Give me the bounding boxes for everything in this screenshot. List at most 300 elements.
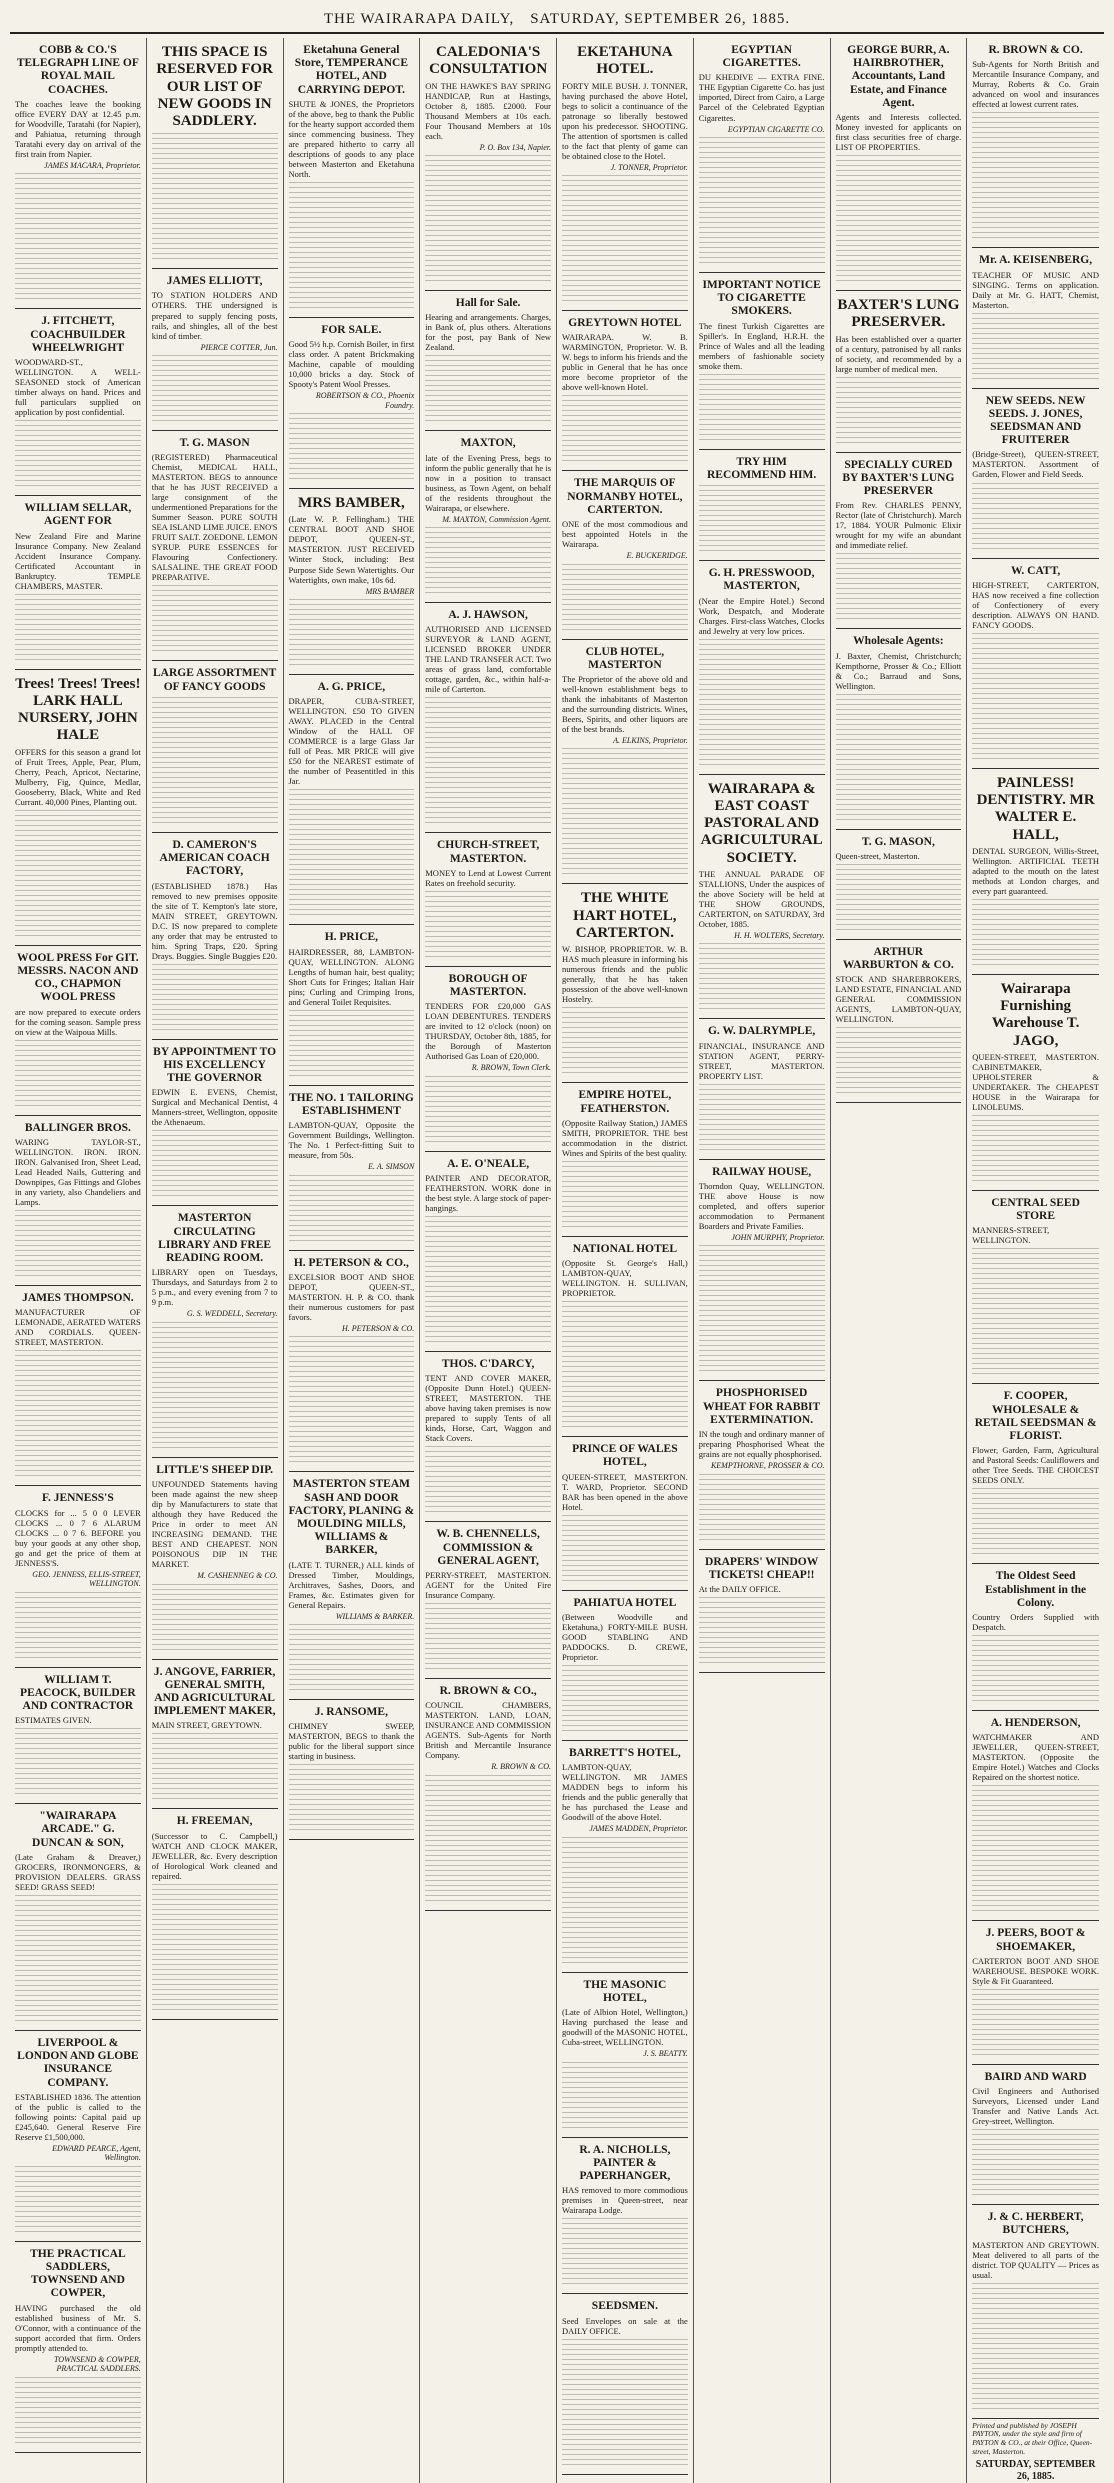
advertisement <box>15 1804 141 2031</box>
advertisement <box>152 1040 278 1207</box>
ad-fine-print <box>15 1728 141 1798</box>
ad-heading: PAHIATUA HOTEL <box>573 1596 677 1609</box>
ad-fine-print <box>972 633 1099 763</box>
advertisement <box>972 559 1099 769</box>
ad-body: (REGISTERED) Pharmaceutical Chemist, MEDICAL HALL, MASTERTON. BEGS to announce that he has JUST RECEIVED a large consignment of the undermentioned Preparations for the Summer Season. PURE SOUTH SEA ISLAND LIME JUICE. ENO'S FRUIT SALT. ZOEDONE. LEMON SYRUP. PURE ESSENCES for Flavouring Confectionery. SALSALINE. THE GREAT FOOD PREPARATIVE. <box>151 452 278 583</box>
ad-fine-print <box>289 1010 415 1080</box>
ad-heading: THE NO. 1 TAILORING ESTABLISHMENT <box>288 1091 414 1117</box>
ad-heading: Wairarapa Furnishing Warehouse T. JAGO, <box>991 980 1080 1049</box>
ad-body: SHUTE & JONES, the Proprietors of the above, beg to thank the Public for the hearty support accorded them since commencing business. They are prepared hitherto to carry all descriptions of goods to any place between Masterton and Eketahuna North. <box>288 98 415 179</box>
ad-body: CHIMNEY SWEEP, MASTERTON, BEGS to thank the public for the liberal support since starting in business. <box>288 1721 415 1762</box>
ad-heading: Trees! Trees! Trees! LARK HALL NURSERY, JOHN HALE <box>15 675 141 744</box>
ad-heading: CLUB HOTEL, MASTERTON <box>585 645 665 671</box>
ad-body: LAMBTON-QUAY, WELLINGTON. MR JAMES MADDEN begs to inform his friends and the public generally that he has purchased the Lease and Goodwill of the above Hotel. <box>562 1762 688 1823</box>
ad-signature: A. ELKINS, Proprietor. <box>613 736 688 746</box>
ad-body: W. BISHOP, PROPRIETOR. W. B. HAS much pleasure in informing his numerous friends and the public generally, that he has taken possession of the above well-known Hostelry. <box>562 944 688 1005</box>
ad-fine-print <box>562 175 688 305</box>
ad-signature: EDWARD PEARCE, Agent, Wellington. <box>52 2143 141 2163</box>
ad-body: From Rev. CHARLES PENNY, Rector (late of Christchurch). March 17, 1884. YOUR Pulmonic Elixir wrought for my wife an abundant and immediate relief. <box>835 500 962 551</box>
advertisement <box>562 1437 688 1591</box>
column-2 <box>147 38 284 2483</box>
ad-heading: DRAPERS' WINDOW TICKETS! CHEAP!! <box>705 1555 819 1581</box>
ad-fine-print <box>15 810 141 940</box>
advertisement <box>972 769 1099 975</box>
ad-fine-print <box>699 1245 825 1375</box>
ad-fine-print <box>425 1216 551 1346</box>
ad-body: (Opposite Railway Station,) JAMES SMITH, PROPRIETOR. THE best accommodation in the district. Wines and Spirits of the best quality. <box>562 1117 688 1158</box>
ad-body: QUEEN-STREET, MASTERTON. T. WARD, Proprietor. SECOND BAR has been opened in the above Hotel. <box>562 1471 688 1512</box>
ad-heading: Eketahuna General Store, TEMPERANCE HOTEL, AND CARRYING DEPOT. <box>294 44 409 96</box>
ad-fine-print <box>699 639 825 769</box>
ad-heading: PHOSPHORISED WHEAT FOR RABBIT EXTERMINATION. <box>703 1387 821 1426</box>
ad-heading: The Oldest Seed Establishment in the Colony. <box>985 1570 1087 1609</box>
ad-body: IN the tough and ordinary manner of preparing Phosphorised Wheat the grains are not equally phosphorised. <box>698 1429 825 1460</box>
ad-signature: R. BROWN, Town Clerk. <box>471 1063 551 1073</box>
ad-heading: Mr. A. KEISENBERG, <box>979 254 1093 267</box>
ad-body: Hearing and arrangements. Charges, in Bank of, plus others. Alterations for the post, pay Bank of New Zealand. <box>425 312 551 353</box>
ad-heading: SPECIALLY CURED BY BAXTER'S LUNG PRESERVER <box>842 458 955 498</box>
advertisement <box>289 1251 415 1473</box>
ad-body: are now prepared to execute orders for the coming season. Sample press on view at the Waipoua Mills. <box>15 1006 141 1037</box>
advertisement <box>836 629 962 829</box>
advertisement <box>562 1591 688 1741</box>
advertisement <box>289 675 415 925</box>
ad-fine-print <box>152 1130 278 1200</box>
ad-fine-print <box>836 864 962 934</box>
advertisement <box>699 561 825 775</box>
advertisement <box>836 830 962 940</box>
imprint: Printed and published by JOSEPH PAYTON, under the style and firm of PAYTON & CO., at their Office, Queen-street, Masterton. <box>972 2420 1093 2457</box>
ad-fine-print <box>562 1301 688 1431</box>
advertisement <box>15 1286 141 1486</box>
ad-body: (Opposite St. George's Hall,) LAMBTON-QUAY, WELLINGTON. H. SULLIVAN, PROPRIETOR. <box>562 1258 688 1299</box>
ad-fine-print <box>972 1488 1099 1558</box>
advertisement <box>152 269 278 431</box>
ad-heading: R. BROWN & CO., <box>439 1685 537 1698</box>
ad-heading: LIVERPOOL & LONDON AND GLOBE INSURANCE COMPANY. <box>17 2036 139 2089</box>
ad-fine-print <box>972 2129 1099 2199</box>
ad-fine-print <box>152 1733 278 1803</box>
advertisement <box>15 309 141 496</box>
ad-fine-print <box>836 377 962 447</box>
advertisement <box>972 2065 1099 2205</box>
ad-heading: CHURCH-STREET, MASTERTON. <box>436 839 540 865</box>
ad-body: DRAPER, CUBA-STREET, WELLINGTON. £50 TO GIVEN AWAY. PLACED in the Central Window of the HALL OF COMMERCE is a large Glass Jar full of Peas. MR PRICE will give £50 for the NEAREST estimate of the number of Peasentitled in this Jar. <box>288 696 415 787</box>
ad-fine-print <box>972 899 1099 969</box>
advertisement <box>562 640 688 885</box>
advertisement <box>152 1458 278 1660</box>
ad-body: HIGH-STREET, CARTERTON, HAS now received a fine collection of Confectionery of every description. ALWAYS ON HAND. FANCY GOODS. <box>972 579 1099 630</box>
advertisement <box>562 1973 688 2138</box>
ad-fine-print <box>152 355 278 425</box>
ad-fine-print <box>972 1785 1099 1915</box>
ad-heading: G. H. PRESSWOOD, MASTERTON, <box>708 567 815 593</box>
ad-fine-print <box>972 313 1099 383</box>
ad-fine-print <box>289 182 415 312</box>
ad-fine-print <box>562 1161 688 1231</box>
ad-fine-print <box>289 413 415 483</box>
ad-signature: P. O. Box 134, Napier. <box>479 142 551 152</box>
ad-fine-print <box>699 943 825 1013</box>
ad-heading: THE MARQUIS OF NORMANBY HOTEL, CARTERTON. <box>567 477 683 516</box>
advertisement <box>15 38 141 309</box>
ad-body: PERRY-STREET, MASTERTON. AGENT for the United Fire Insurance Company. <box>425 1570 551 1601</box>
advertisement <box>972 1191 1099 1384</box>
advertisement <box>425 603 551 833</box>
ad-fine-print <box>152 1884 278 2014</box>
advertisement <box>152 1809 278 2019</box>
column-5 <box>557 38 694 2483</box>
ad-body: The coaches leave the booking office EVERY DAY at 12.45 p.m. for Woodville, Taratahi (for Napier), and Pahiatua, returning through Taratahi every day on arrival of the first train from Napier. <box>15 98 141 159</box>
ad-body: J. Baxter, Chemist, Christchurch; Kempthorne, Prosser & Co.; Elliott & Co.; Barraud and Sons, Wellington. <box>835 650 962 691</box>
ad-heading: RAILWAY HOUSE, <box>712 1165 812 1178</box>
ad-fine-print <box>289 1175 415 1245</box>
ad-signature: H. PETERSON & CO. <box>342 1323 415 1333</box>
ad-body: (Between Woodville and Eketahuna,) FORTY-MILE BUSH. GOOD STABLING AND PADDOCKS. D. CREWE, Proprietor. <box>562 1611 688 1662</box>
ad-fine-print <box>152 1584 278 1654</box>
ad-body: Good 5½ h.p. Cornish Boiler, in first class order. A patent Brickmaking Machine, capable of moulding 10,000 bricks a day. Stock of Spooty's Patent Wool Presses. <box>288 339 415 390</box>
ad-heading: ARTHUR WARBURTON & CO. <box>842 945 954 972</box>
ad-heading: F. JENNESS'S <box>41 1492 114 1505</box>
ad-heading: WOOL PRESS For GIT. MESSRS. NACON AND CO., CHAPMON WOOL PRESS <box>17 951 139 1004</box>
advertisement <box>425 38 551 291</box>
ad-body: (LATE T. TURNER,) ALL kinds of Dressed Timber, Mouldings, Architraves, Sashes, Doors, and Frames, &c. Estimates given for General Repairs. <box>288 1559 415 1610</box>
ad-signature: PIERCE COTTER, Jun. <box>200 342 278 352</box>
ad-body: TEACHER OF MUSIC AND SINGING. Terms on application. Daily at Mr. G. HATT, Chemist, Masterton. <box>972 269 1099 310</box>
ad-fine-print <box>836 1027 962 1097</box>
ad-fine-print <box>425 1076 551 1146</box>
ad-heading: LARGE ASSORTMENT OF FANCY GOODS <box>153 667 277 693</box>
ad-fine-print <box>972 1989 1099 2059</box>
ad-fine-print <box>425 891 551 961</box>
advertisement <box>562 1237 688 1437</box>
ad-fine-print <box>425 697 551 827</box>
ad-fine-print <box>972 1248 1099 1378</box>
ad-body: CARTERTON BOOT AND SHOE WAREHOUSE. BESPOKE WORK. Style & Fit Guaranteed. <box>972 1955 1099 1986</box>
ad-fine-print <box>289 789 415 919</box>
ad-body: The finest Turkish Cigarettes are Spiller's. In England, H.R.H. the Prince of Wales and all the leading members of fashionable society smoke them. <box>698 320 825 371</box>
advertisement <box>699 450 825 561</box>
ad-heading: Wholesale Agents: <box>853 635 944 648</box>
advertisement <box>836 38 962 291</box>
ad-fine-print <box>289 599 415 669</box>
ad-heading: PRINCE OF WALES HOTEL, <box>572 1443 678 1469</box>
ad-signature: E. BUCKERIDGE. <box>626 551 688 561</box>
ad-fine-print <box>425 155 551 285</box>
ad-heading: GEORGE BURR, A. HAIRBROTHER, Accountants, Land Estate, and Finance Agent. <box>847 44 950 109</box>
ad-body: WATCHMAKER AND JEWELLER, QUEEN-STREET, MASTERTON. (Opposite the Empire Hotel.) Watches and Clocks Repaired on the shortest notice. <box>972 1732 1099 1783</box>
footer-date: SATURDAY, SEPTEMBER 26, 1885. <box>975 2459 1096 2482</box>
advertisement <box>289 1086 415 1251</box>
advertisement <box>15 496 141 670</box>
advertisement <box>972 1711 1099 1921</box>
ad-fine-print <box>15 594 141 664</box>
ad-heading: WILLIAM T. PEACOCK, BUILDER AND CONTRACTOR <box>20 1673 136 1712</box>
ad-body: Country Orders Supplied with Despatch. <box>972 1612 1099 1633</box>
ad-fine-print <box>289 1624 415 1694</box>
ad-body: LIBRARY open on Tuesdays, Thursdays, and Saturdays from 2 to 5 p.m., and every evening from 7 to 9 p.m. <box>151 1267 278 1308</box>
ad-signature: H. H. WOLTERS, Secretary. <box>734 930 825 940</box>
advertisement <box>972 38 1099 248</box>
ad-heading: J. PEERS, BOOT & SHOEMAKER, <box>985 1927 1086 1953</box>
advertisement <box>15 1116 141 1286</box>
ad-body: Thorndon Quay, WELLINGTON. THE above House is now completed, and offers superior accommodation to Permanent Boarders and Private Families. <box>698 1180 825 1231</box>
advertisement <box>425 1152 551 1352</box>
ad-body: MONEY to Lend at Lowest Current Rates on freehold security. <box>425 867 551 888</box>
ad-body: TENT AND COVER MAKER, (Opposite Dunn Hotel.) QUEEN-STREET, MASTERTON. THE above having taken premises is now prepared to supply Tents of all kinds, Horse, Cart, Waggon and Stack Covers. <box>425 1373 551 1444</box>
ad-body: ONE of the most commodious and best appointed Hotels in the Wairarapa. <box>562 519 688 550</box>
ad-body: ESTIMATES GIVEN. <box>15 1715 92 1726</box>
column-6 <box>694 38 831 2483</box>
ad-body: CLOCKS for ... 5 0 0 LEVER CLOCKS ... 0 7 6 ALARUM CLOCKS ... 0 7 6. BEFORE you buy your goods at any other shop, go and get the price of them at JENNESS'S. <box>15 1507 141 1568</box>
ad-body: At the DAILY OFFICE. <box>698 1584 781 1594</box>
ad-heading: R. A. NICHOLLS, PAINTER & PAPERHANGER, <box>579 2143 671 2183</box>
ad-body: COUNCIL CHAMBERS, MASTERTON. LAND, LOAN, INSURANCE AND COMMISSION AGENTS. Sub-Agents for North British and Mercantile Insurance Company. <box>425 1700 551 1761</box>
ad-body: (ESTABLISHED 1878.) Has removed to new premises opposite the site of T. Kempton's late store, MAIN STREET, GREYTOWN. D.C. IS now prepared to complete any order that may be entrusted to him. Spring Traps, £20. Spring Drays. Buggies. Single Buggies £20. <box>151 880 278 961</box>
advertisement <box>972 248 1099 388</box>
column-4 <box>420 38 557 2483</box>
ad-signature: R. BROWN & CO. <box>491 1762 551 1772</box>
advertisement <box>972 1564 1099 1711</box>
advertisement <box>152 661 278 832</box>
ad-heading: GREYTOWN HOTEL <box>568 317 682 330</box>
ad-signature: TOWNSEND & COWPER, PRACTICAL SADDLERS. <box>54 2354 141 2374</box>
ad-heading: PAINLESS! DENTISTRY. MR WALTER E. HALL, <box>976 774 1095 843</box>
ad-fine-print <box>289 1336 415 1466</box>
ad-fine-print <box>972 483 1099 553</box>
masthead-date: SATURDAY, SEPTEMBER 26, 1885. <box>530 10 791 27</box>
ad-heading: THOS. C'DARCY, <box>441 1358 535 1371</box>
ad-body: DU KHEDIVE — EXTRA FINE. THE Egyptian Cigarette Co. has just imported, Direct from Cairo, a Large Parcel of the Celebrated Egyptian Cigarettes. <box>698 72 825 123</box>
ad-fine-print <box>152 585 278 655</box>
ad-heading: THE MASONIC HOTEL, <box>583 1978 667 2004</box>
ad-heading: MASTERTON CIRCULATING LIBRARY AND FREE READING ROOM. <box>158 1212 272 1264</box>
advertisement <box>562 311 688 471</box>
advertisement <box>699 1550 825 1673</box>
ad-fine-print <box>15 1895 141 2025</box>
ad-heading: COBB & CO.'S TELEGRAPH LINE OF ROYAL MAIL COACHES. <box>16 44 139 96</box>
ad-fine-print <box>699 1597 825 1667</box>
ad-fine-print <box>699 485 825 555</box>
ad-body: Civil Engineers and Authorised Surveyors, Licensed under Land Transfer and Native Lands Act. Grey-street, Wellington. <box>972 2086 1099 2127</box>
ad-body: PAINTER AND DECORATOR, FEATHERSTON. WORK done in the best style. A large stock of paper-hangings. <box>425 1173 551 1214</box>
advertisement <box>562 38 688 311</box>
ad-body: New Zealand Fire and Marine Insurance Company. New Zealand Accident Insurance Company. Certificated Accountant in Bankruptcy. TEMPLE CHAMBERS, MASTER. <box>15 530 141 591</box>
ad-heading: THIS SPACE IS RESERVED FOR OUR LIST OF NEW GOODS IN SADDLERY. <box>156 44 273 129</box>
ad-body: UNFOUNDED Statements having been made against the new sheep dip by Manufacturers to state that although they have Reduced the Price in order to meet AN INCREASING DEMAND. THE BEST AND CHEAPEST. NON POISONOUS DIP IN THE MARKET. <box>151 1478 278 1570</box>
ad-fine-print <box>562 2062 688 2132</box>
ad-body: OFFERS for this season a grand lot of Fruit Trees, Apple, Pear, Plum, Cherry, Peach, Apricot, Nectarine, Mulberry, Fig, Quince, Medlar, Gooseberry, Black, White and Red Currant. 40,000 Pines, Planting out. <box>15 746 141 807</box>
ad-body: STOCK AND SHAREBROKERS, LAND ESTATE, FINANCIAL AND GENERAL COMMISSION AGENTS, LAMBTON-QUAY, WELLINGTON. <box>835 974 962 1025</box>
ad-body: EXCELSIOR BOOT AND SHOE DEPOT, QUEEN-ST., MASTERTON. H. P. & CO. thank their numerous customers for past favors. <box>288 1271 415 1322</box>
column-3 <box>284 38 421 2483</box>
ad-heading: BAIRD AND WARD <box>984 2070 1087 2083</box>
advertisement <box>562 884 688 1083</box>
ad-body: EDWIN E. EVENS, Chemist, Surgical and Mechanical Dentist, 4 Manners-street, Wellington, opposite the Athenaeum. <box>151 1087 278 1128</box>
ad-heading: J. & C. HERBERT, BUTCHERS, <box>987 2211 1084 2237</box>
advertisement <box>425 431 551 603</box>
advertisement <box>562 2294 688 2474</box>
ad-fine-print <box>562 1665 688 1735</box>
masthead-title: THE WAIRARAPA DAILY, <box>323 10 515 27</box>
ad-heading: LITTLE'S SHEEP DIP. <box>156 1463 274 1476</box>
ad-fine-print <box>562 1007 688 1077</box>
ad-fine-print <box>562 395 688 465</box>
ad-heading: EKETAHUNA HOTEL. <box>577 44 673 78</box>
advertisement <box>562 1083 688 1237</box>
advertisement <box>562 2138 688 2295</box>
column-7 <box>831 38 968 2483</box>
ad-heading: CALEDONIA'S CONSULTATION <box>429 44 548 78</box>
ad-signature: WILLIAMS & BARKER. <box>335 1611 415 1621</box>
columns <box>10 38 1104 2482</box>
ad-fine-print <box>152 133 278 263</box>
ad-signature: JOHN MURPHY, Proprietor. <box>731 1232 825 1242</box>
advertisement <box>15 2031 141 2242</box>
ad-body: WARING TAYLOR-ST., WELLINGTON. IRON. IRON. IRON. Galvanised Iron, Sheet Lead, Lead Headed Nails, Guttering and Downpipes, Gas Fittings and Globes in any variety, also Chandeliers and Lamps. <box>15 1136 141 1208</box>
ad-heading: W. CATT, <box>1010 564 1061 577</box>
ad-body: FINANCIAL, INSURANCE AND STATION AGENT, PERRY-STREET, MASTERTON. PROPERTY LIST. <box>698 1040 825 1081</box>
ad-body: (Successor to C. Campbell,) WATCH AND CLOCK MAKER, JEWELLER, &c. Every description of Horological Work cleaned and repaired. <box>151 1830 278 1881</box>
ad-body: (Bridge-Street), QUEEN-STREET, MASTERTON. Assortment of Garden, Flower and Field Seeds. <box>972 449 1099 480</box>
advertisement <box>562 471 688 639</box>
ad-fine-print <box>972 2283 1099 2413</box>
ad-heading: THE PRACTICAL SADDLERS, TOWNSEND AND COWPER, <box>30 2247 126 2300</box>
ad-heading: JAMES THOMPSON. <box>22 1292 134 1305</box>
advertisement <box>836 291 962 453</box>
ad-heading: IMPORTANT NOTICE TO CIGARETTE SMOKERS. <box>702 278 821 318</box>
ad-heading: W. B. CHENNELLS, COMMISSION & GENERAL AGENT, <box>436 1528 540 1567</box>
ad-body: (Late W. P. Fellingham.) THE CENTRAL BOOT AND SHOE DEPOT, QUEEN-ST., MASTERTON. JUST RECEIVED Winter Stock, including: Best Purpose Side Sewn Watertights. Our Watertights, own make, 10s 6d. <box>288 514 415 585</box>
ad-heading: EMPIRE HOTEL, FEATHERSTON. <box>578 1089 672 1115</box>
ad-fine-print <box>562 748 688 878</box>
advertisement <box>152 38 278 269</box>
ad-body: AUTHORISED AND LICENSED SURVEYOR & LAND AGENT, LICENSED BROKER UNDER THE LAND TRANSFER ACT. Two areas of grass land, comfortable cottage, garden, &c., within half-a-mile of Carterton. <box>425 624 551 695</box>
advertisement <box>972 2205 1099 2419</box>
ad-body: MANUFACTURER OF LEMONADE, AERATED WATERS AND CORDIALS. QUEEN-STREET, MASTERTON. <box>15 1307 141 1348</box>
ad-body: LAMBTON-QUAY, Opposite the Government Buildings, Wellington. The No. 1 Perfect-fitting Suit to measure, from 50s. <box>288 1120 415 1161</box>
ad-heading: A. G. PRICE, <box>317 680 386 693</box>
ad-body: (Late of Albion Hotel, Wellington,) Having purchased the lease and goodwill of the MASONIC HOTEL, Cuba-street, WELLINGTON. <box>562 2007 688 2048</box>
ad-fine-print <box>15 1592 141 1662</box>
advertisement <box>972 975 1099 1191</box>
ad-body: Queen-street, Masterton. <box>835 850 920 861</box>
ad-body: MASTERTON AND GREYTOWN. Meat delivered to all parts of the district. TOP QUALITY — Prices as usual. <box>972 2239 1099 2280</box>
ad-signature: M. MAXTON, Commission Agent. <box>442 514 551 524</box>
advertisement <box>15 946 141 1116</box>
ad-fine-print <box>699 374 825 444</box>
ad-fine-print <box>972 112 1099 242</box>
ad-body: Agents and Interests collected. Money invested for applicants on first class securities free of charge. LIST OF PROPERTIES. <box>835 112 962 153</box>
ad-body: WOODWARD-ST., WELLINGTON. A WELL-SEASONED stock of American timber always on hand. Prices and full particulars supplied on application by post confidential. <box>15 357 141 418</box>
ad-body: late of the Evening Press, begs to inform the public generally that he is now in a position to transact business, as Town Agent, on behalf of the residents throughout the Wairarapa, or elsewhere. <box>425 452 551 513</box>
ad-heading: THE WHITE HART HOTEL, CARTERTON. <box>573 890 677 941</box>
advertisement <box>425 833 551 966</box>
advertisement <box>425 1352 551 1522</box>
advertisement <box>699 775 825 1020</box>
ad-fine-print <box>836 694 962 824</box>
ad-body: THE ANNUAL PARADE OF STALLIONS, Under the auspices of the above Society will be held at THE SHOW GROUNDS, CARTERTON, on SATURDAY, 3rd October, 1885. <box>698 868 825 929</box>
ad-body: ON THE HAWKE'S BAY SPRING HANDICAP, Run at Hastings, October 8, 1885. £2000. Four Thousand Members at 10s each. Four Thousand Members at 10s each. <box>425 80 551 141</box>
ad-body: HAIRDRESSER, 88, LAMBTON-QUAY, WELLINGTON. ALONG Lengths of human hair, best quality; Short Cuts for Fringes; Italian Hair pins; Curling and Crimping Irons, and General Toilet Requisites. <box>288 946 415 1007</box>
ad-fine-print <box>699 1084 825 1154</box>
ad-heading: J. RANSOME, <box>314 1706 388 1719</box>
ad-fine-print <box>425 355 551 425</box>
advertisement <box>15 2242 141 2453</box>
advertisement <box>562 1741 688 1973</box>
ad-fine-print <box>15 173 141 303</box>
ad-heading: T. G. MASON <box>179 436 250 449</box>
ad-signature: MRS BAMBER <box>365 586 415 596</box>
advertisement <box>289 318 415 489</box>
ad-heading: A. HENDERSON, <box>990 1717 1081 1730</box>
advertisement <box>15 670 141 946</box>
ad-body: QUEEN-STREET, MASTERTON. CABINETMAKER, UPHOLSTERER & UNDERTAKER. The CHEAPEST HOUSE in the Wairarapa for LINOLEUMS. <box>972 1051 1099 1112</box>
ad-signature: JAMES MADDEN, Proprietor. <box>589 1824 688 1834</box>
ad-fine-print <box>15 1210 141 1280</box>
ad-signature: E. A. SIMSON <box>368 1162 415 1172</box>
ad-body: HAVING purchased the old established business of Mr. S. O'Connor, with a continuance of the support accorded that firm. Orders promptly attended to. <box>15 2302 141 2353</box>
ad-body: MAIN STREET, GREYTOWN. <box>151 1720 262 1731</box>
ad-heading: F. COOPER, WHOLESALE & RETAIL SEEDSMAN & FLORIST. <box>974 1390 1097 1443</box>
ad-heading: EGYPTIAN CIGARETTES. <box>722 44 801 70</box>
ad-fine-print <box>972 1115 1099 1185</box>
ad-fine-print <box>152 1322 278 1452</box>
advertisement <box>836 940 962 1104</box>
ad-heading: BAXTER'S LUNG PRESERVER. <box>837 297 960 331</box>
ad-fine-print <box>562 2339 688 2469</box>
ad-heading: BALLINGER BROS. <box>24 1121 131 1134</box>
ad-fine-print <box>152 697 278 827</box>
ad-heading: CENTRAL SEED STORE <box>991 1196 1080 1223</box>
ad-heading: MASTERTON STEAM SASH AND DOOR FACTORY, PLANING & MOULDING MILLS, WILLIAMS & BARKER, <box>288 1478 415 1557</box>
advertisement <box>699 1381 825 1549</box>
ad-heading: NEW SEEDS. NEW SEEDS. J. JONES, SEEDSMAN AND FRUITERER <box>985 394 1086 447</box>
ad-signature: M. CASHENNEG & CO. <box>197 1571 278 1581</box>
ad-body: ESTABLISHED 1836. The attention of the public is called to the following points: Capital paid up £245,640. General Reserve Fire Reserve £1,500,000. <box>15 2091 141 2142</box>
advertisement <box>152 833 278 1040</box>
ad-fine-print <box>562 2218 688 2288</box>
column-1 <box>10 38 147 2483</box>
ad-fine-print <box>425 1775 551 1905</box>
ad-fine-print <box>972 1635 1099 1705</box>
ad-heading: R. BROWN & CO. <box>988 44 1083 56</box>
ad-body: Sub-Agents for North British and Mercantile Insurance Company, and Murray, Roberts & Co. Grain advanced on wool and insurances effected at lowest current rates. <box>972 59 1099 110</box>
advertisement <box>152 1206 278 1457</box>
ad-heading: BARRETT'S HOTEL, <box>568 1746 681 1759</box>
advertisement <box>425 967 551 1152</box>
ad-body: DENTAL SURGEON, Willis-Street, Wellington. ARTIFICIAL TEETH adapted to the mouth on the latest methods at London charges, and every part guaranteed. <box>972 845 1099 896</box>
ad-heading: "WAIRARAPA ARCADE." G. DUNCAN & SON, <box>32 1810 124 1849</box>
ad-heading: BY APPOINTMENT TO HIS EXCELLENCY THE GOVERNOR <box>153 1045 277 1085</box>
ad-signature: EGYPTIAN CIGARETTE CO. <box>727 124 825 134</box>
ad-signature: JAMES MACARA, Proprietor. <box>44 160 141 170</box>
ad-signature: KEMPTHORNE, PROSSER & CO. <box>710 1461 825 1471</box>
ad-body: WAIRARAPA. W. B. WARMINGTON, Proprietor. W. B. W. begs to inform his friends and the public in General that he has once more become proprietor of the above well-known Hotel. <box>562 332 688 393</box>
ad-body: (Near the Empire Hotel.) Second Work, Despatch, and Moderate Charges. First-class Watches, Clocks and Jewelry at very low prices. <box>698 595 825 636</box>
ad-fine-print <box>425 1603 551 1673</box>
ad-heading: A. E. O'NEALE, <box>447 1157 530 1170</box>
ad-heading: MAXTON, <box>460 437 516 450</box>
advertisement <box>699 273 825 450</box>
advertisement <box>836 453 962 630</box>
advertisement <box>15 1486 141 1667</box>
ad-body: (Late Graham & Dreaver,) GROCERS, IRONMONGERS, & PROVISION DEALERS. GRASS SEED! GRASS SEED! <box>15 1851 141 1892</box>
ad-heading: TRY HIM RECOMMEND HIM. <box>707 455 817 481</box>
ad-heading: WAIRARAPA & EAST COAST PASTORAL AND AGRICULTURAL SOCIETY. <box>700 780 823 866</box>
advertisement <box>152 1660 278 1810</box>
ad-body: Flower, Garden, Farm, Agricultural and Pastoral Seeds: Cauliflowers and other Tree Seeds. THE CHOICEST SEEDS ONLY. <box>972 1445 1099 1486</box>
